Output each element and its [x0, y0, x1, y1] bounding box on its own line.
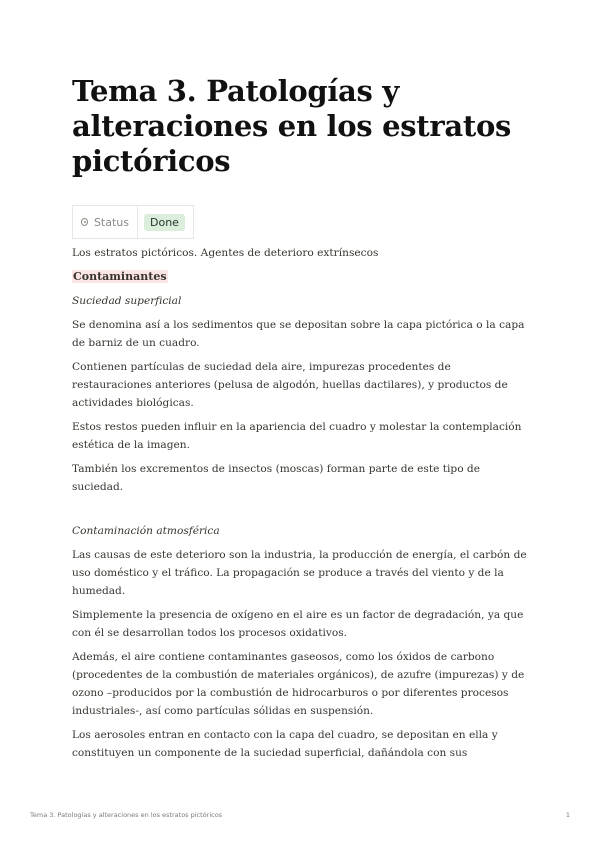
footer-title: Tema 3. Patologías y alteraciones en los estratos pictóricos — [30, 811, 223, 819]
document-body — [72, 244, 530, 768]
properties-table — [72, 205, 194, 239]
section-spacer — [72, 502, 530, 522]
section-heading — [72, 268, 530, 286]
status-icon — [81, 218, 88, 226]
paragraph: Simplemente la presencia de oxígeno en el aire es un factor de degradación, ya que con él se desarrollan todos los procesos oxidativos. — [72, 609, 524, 639]
paragraph: También los excrementos de insectos (moscas) forman parte de este tipo de suciedad. — [72, 463, 480, 493]
status-value-cell[interactable] — [138, 206, 193, 238]
status-badge: Done — [144, 214, 185, 231]
paragraph: Se denomina así a los sedimentos que se depositan sobre la capa pictórica o la capa de barniz de un cuadro. — [72, 319, 525, 349]
page-number: 1 — [565, 811, 570, 819]
subtitle-contaminacion: Contaminación atmosférica — [72, 525, 220, 537]
paragraph: Contienen partículas de suciedad dela aire, impurezas procedentes de restauraciones anteriores (pelusa de algodón, huellas dactilares), y productos de actividades biológicas. — [72, 361, 508, 409]
heading-highlight: Contaminantes — [73, 270, 167, 283]
paragraph: Las causas de este deterioro son la industria, la producción de energía, el carbón de uso doméstico y el tráfico. La propagación se produce a través del viento y de la humedad. — [72, 549, 527, 597]
lead-paragraph: Los estratos pictóricos. Agentes de deterioro extrínsecos — [72, 247, 379, 259]
page-footer — [30, 811, 570, 819]
paragraph: Además, el aire contiene contaminantes gaseosos, como los óxidos de carbono (procedentes de la combustión de materiales orgánicos), de azufre (impurezas) y de ozono –producidos por la combustión de hidrocarburos o por diferentes procesos industriales-, así como partículas sólidas en suspensión. — [72, 651, 525, 717]
paragraph: Estos restos pueden influir en la apariencia del cuadro y molestar la contemplación estética de la imagen. — [72, 421, 522, 451]
status-property — [73, 206, 138, 238]
page-title: Tema 3. Patologías y alteraciones en los estratos pictóricos — [72, 74, 512, 178]
status-label: Status — [93, 215, 129, 229]
subtitle-suciedad: Suciedad superficial — [72, 295, 182, 307]
paragraph: Los aerosoles entran en contacto con la capa del cuadro, se depositan en ella y constituyen un componente de la suciedad superficial, dañándola con sus — [72, 729, 498, 759]
